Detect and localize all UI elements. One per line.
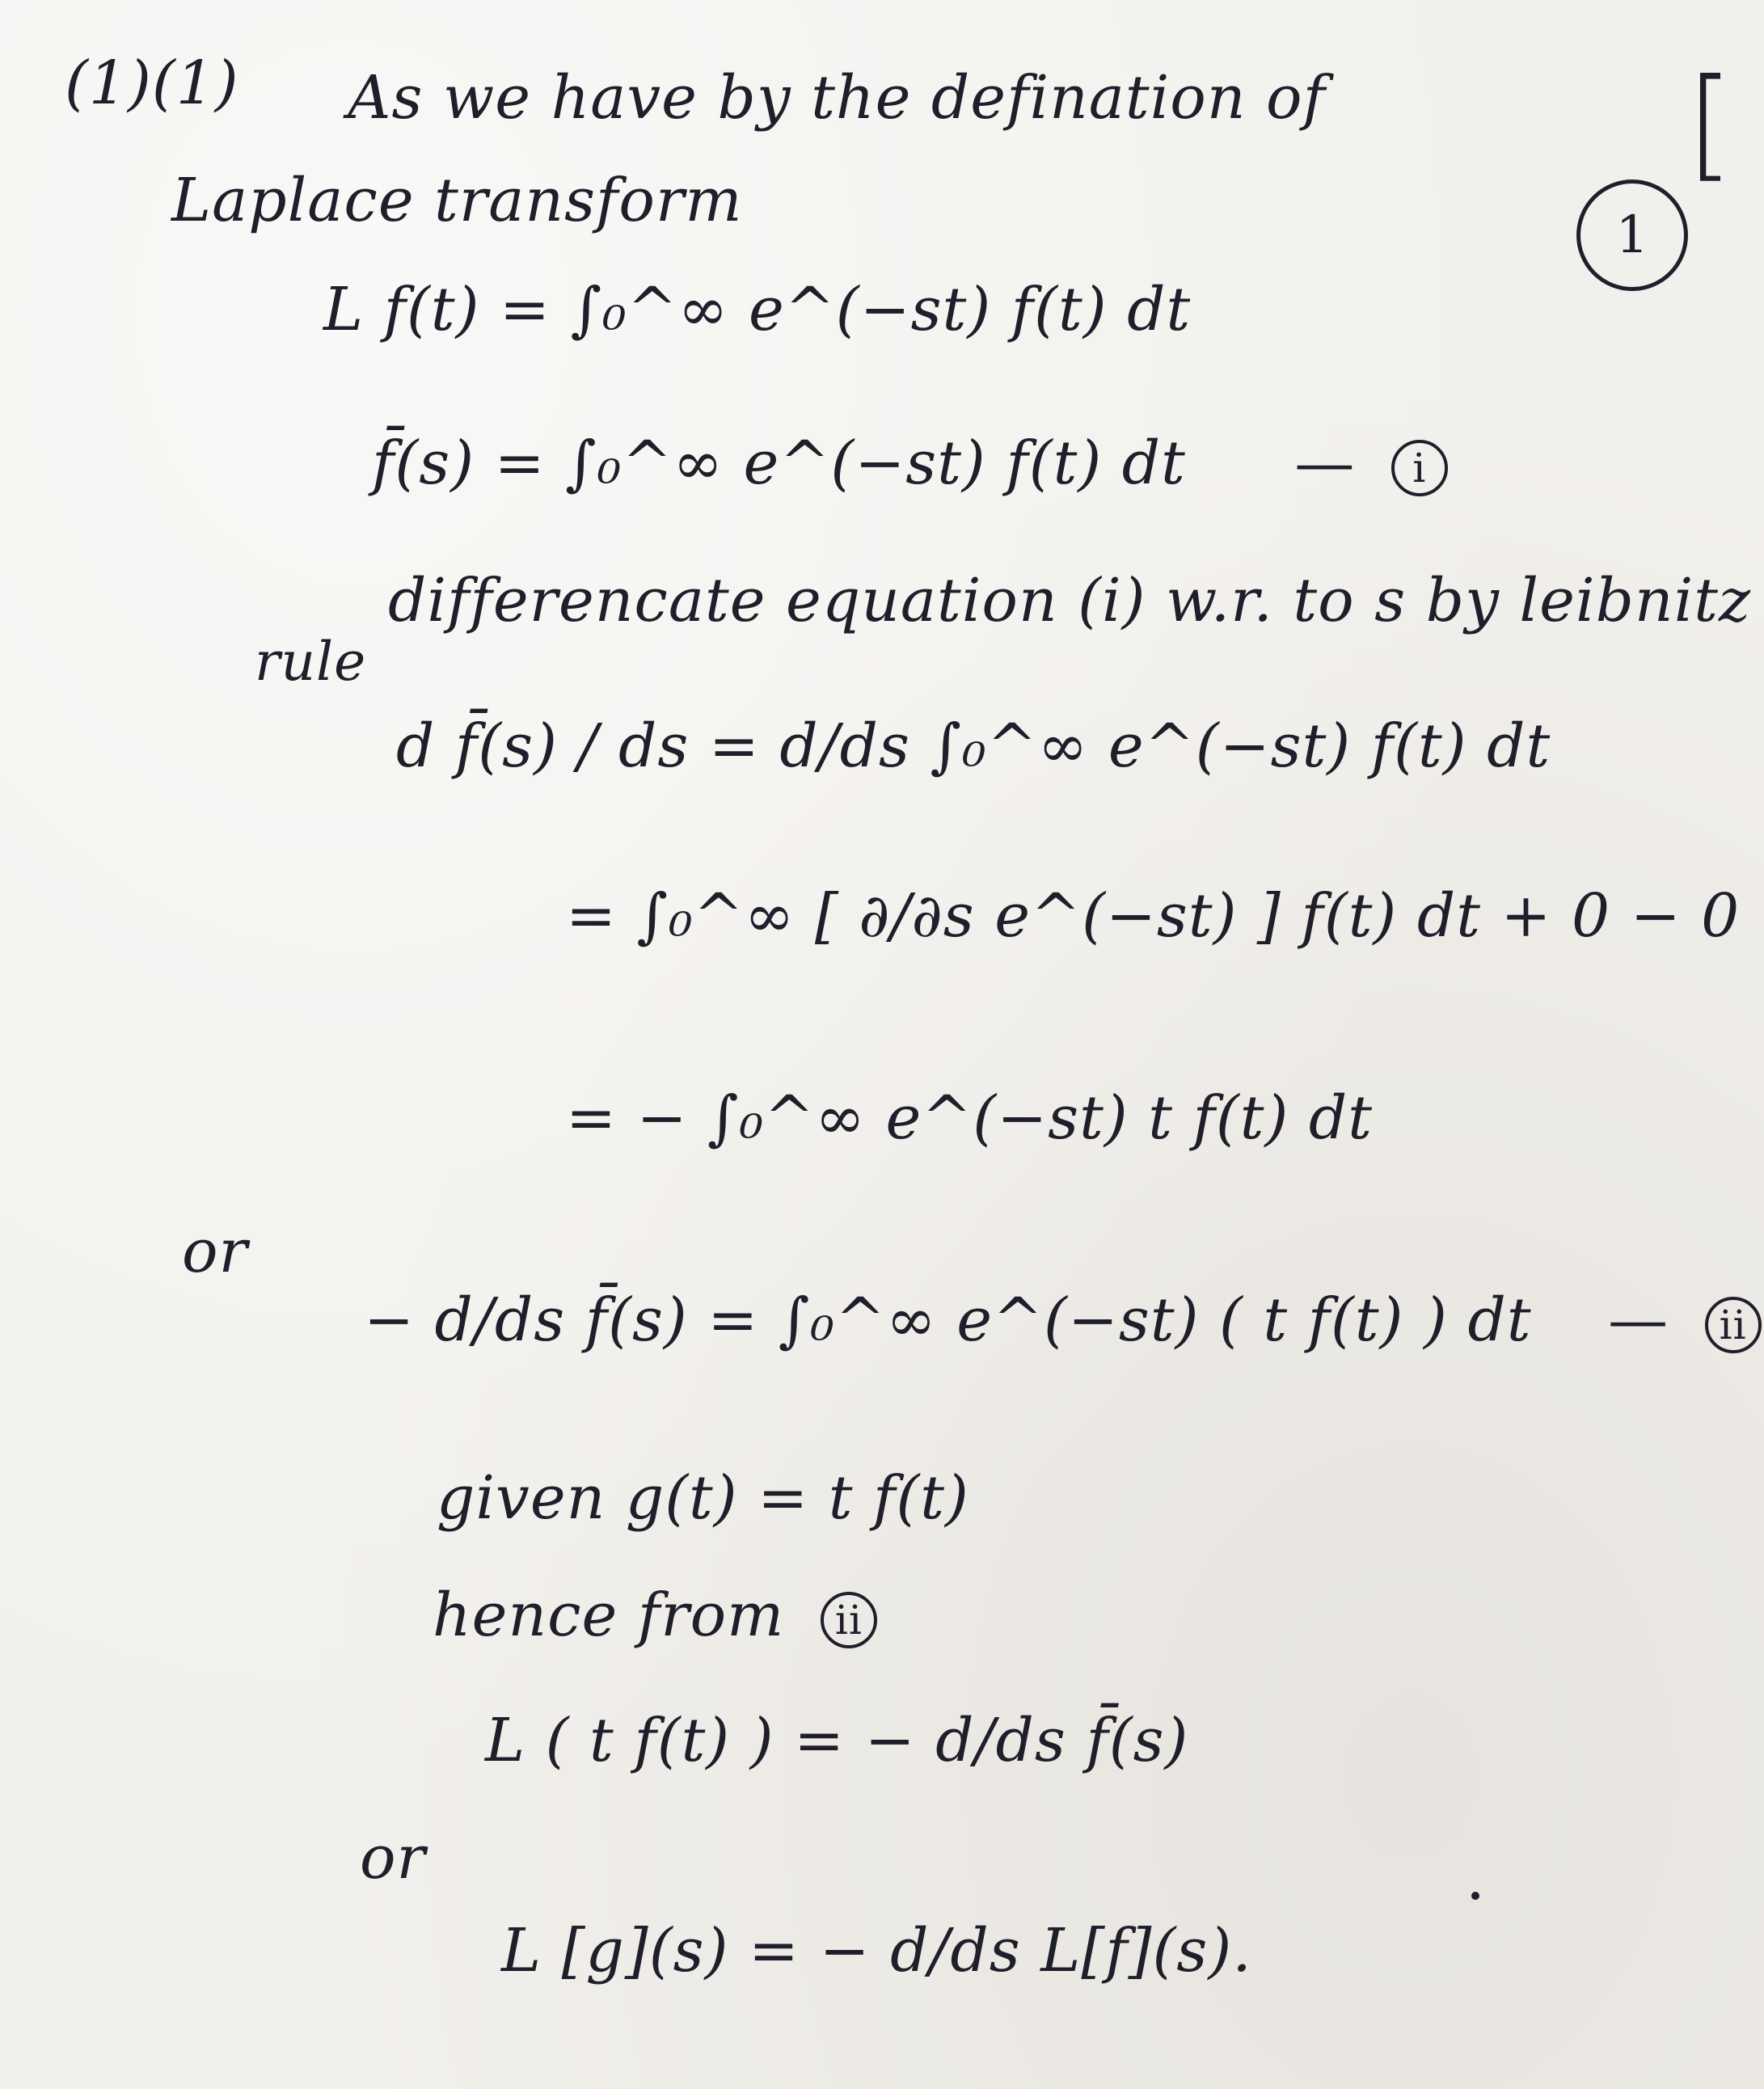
fbar-definition: [372, 428, 1448, 498]
fbar-definition-text: f̄(s) = ∫₀^∞ e^(−st) f(t) dt: [372, 428, 1186, 498]
margin-bracket: [: [1686, 53, 1734, 194]
equation-tag-ii: ii: [1705, 1297, 1762, 1353]
or-word-1: or: [182, 1217, 248, 1286]
intro-text: As we have by the defination of: [348, 63, 1326, 133]
hence-statement: [433, 1580, 877, 1650]
equation-ii-text: − d/ds f̄(s) = ∫₀^∞ e^(−st) ( t f(t) ) dt: [364, 1285, 1532, 1355]
differentiate-instruction: differencate equation (i) w.r. to s by leibnitz: [388, 566, 1751, 635]
ink-dot: [1471, 1892, 1479, 1900]
given-statement: given g(t) = t f(t): [437, 1463, 969, 1533]
result-line-1: L ( t f(t) ) = − d/ds f̄(s): [485, 1706, 1189, 1775]
equation-dash: —: [1294, 428, 1356, 498]
result-line-2: L [g](s) = − d/ds L[f](s).: [501, 1916, 1252, 1986]
laplace-definition: L f(t) = ∫₀^∞ e^(−st) f(t) dt: [323, 275, 1192, 344]
hence-tag-ii: ii: [821, 1592, 877, 1648]
equation-dash: —: [1608, 1285, 1669, 1355]
equation-tag-i: i: [1391, 440, 1448, 496]
or-word-2: or: [360, 1823, 426, 1893]
derivative-step-2: = ∫₀^∞ [ ∂/∂s e^(−st) ] f(t) dt + 0 − 0: [566, 881, 1741, 951]
derivative-step-1: d f̄(s) / ds = d/ds ∫₀^∞ e^(−st) f(t) dt: [396, 711, 1551, 781]
hence-text: hence from: [433, 1580, 785, 1650]
intro-text-line2: Laplace transform: [171, 166, 743, 235]
rule-word: rule: [255, 631, 367, 693]
question-label: (1)(1): [65, 49, 239, 118]
equation-ii: [364, 1285, 1762, 1355]
derivative-step-3: = − ∫₀^∞ e^(−st) t f(t) dt: [566, 1083, 1373, 1153]
circled-question-number: 1: [1576, 179, 1688, 291]
